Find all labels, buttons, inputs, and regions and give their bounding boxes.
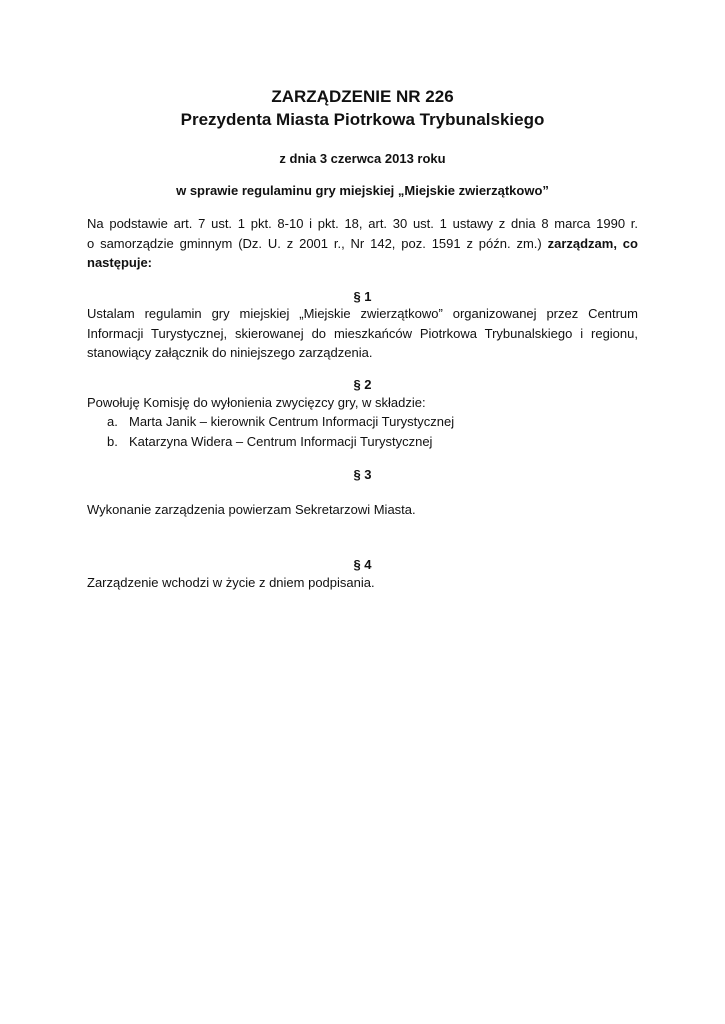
section-3-body xyxy=(87,500,638,520)
list-item xyxy=(87,432,638,452)
list-marker: b. xyxy=(107,433,118,449)
section-4-heading: § 4 xyxy=(353,557,372,572)
preamble xyxy=(87,214,638,273)
preamble-decree-cont: następuje: xyxy=(87,255,153,270)
section-line: Ustalam regulamin gry miejskiej „Miejskie zwierzątkowo” organizowanej przez Centrum xyxy=(87,306,638,321)
section-4-body xyxy=(87,573,638,593)
list-item-text: Marta Janik – kierownik Centrum Informacji Turystycznej xyxy=(129,414,455,429)
preamble-line xyxy=(87,253,638,273)
commission-list xyxy=(87,412,638,451)
section-line: Powołuję Komisję do wyłonienia zwycięzcy gry, w składzie: xyxy=(87,395,426,410)
list-item-text: Katarzyna Widera – Centrum Informacji Turystycznej xyxy=(129,433,433,449)
document-page xyxy=(87,0,638,1024)
preamble-decree: zarządzam, co xyxy=(547,235,638,251)
section-1-heading: § 1 xyxy=(353,289,372,304)
preamble-line: Na podstawie art. 7 ust. 1 pkt. 8-10 i pkt. 18, art. 30 ust. 1 ustawy z dnia 8 marca 1990 r. xyxy=(87,216,638,231)
list-item xyxy=(87,412,638,432)
section-line: stanowiący załącznik do niniejszego zarządzenia. xyxy=(87,345,373,360)
document-subject: w sprawie regulaminu gry miejskiej „Miejskie zwierzątkowo” xyxy=(176,183,549,198)
preamble-text: o samorządzie gminnym (Dz. U. z 2001 r., Nr 142, poz. 1591 z późn. zm.) xyxy=(87,235,542,251)
document-title: ZARZĄDZENIE NR 226 xyxy=(271,87,454,106)
preamble-line xyxy=(87,234,638,254)
section-line: Zarządzenie wchodzi w życie z dniem podpisania. xyxy=(87,575,375,590)
section-2-heading: § 2 xyxy=(353,377,372,392)
document-issuer: Prezydenta Miasta Piotrkowa Trybunalskiego xyxy=(180,110,545,129)
document-date: z dnia 3 czerwca 2013 roku xyxy=(279,151,446,166)
section-3-heading: § 3 xyxy=(353,467,372,482)
section-line: Informacji Turystycznej, skierowanej do mieszkańców Piotrkowa Trybunalskiego i regionu, xyxy=(87,325,638,341)
list-marker: a. xyxy=(107,414,118,429)
section-line: Wykonanie zarządzenia powierzam Sekretarzowi Miasta. xyxy=(87,502,416,517)
section-2-intro xyxy=(87,393,638,413)
section-1-body xyxy=(87,304,638,363)
